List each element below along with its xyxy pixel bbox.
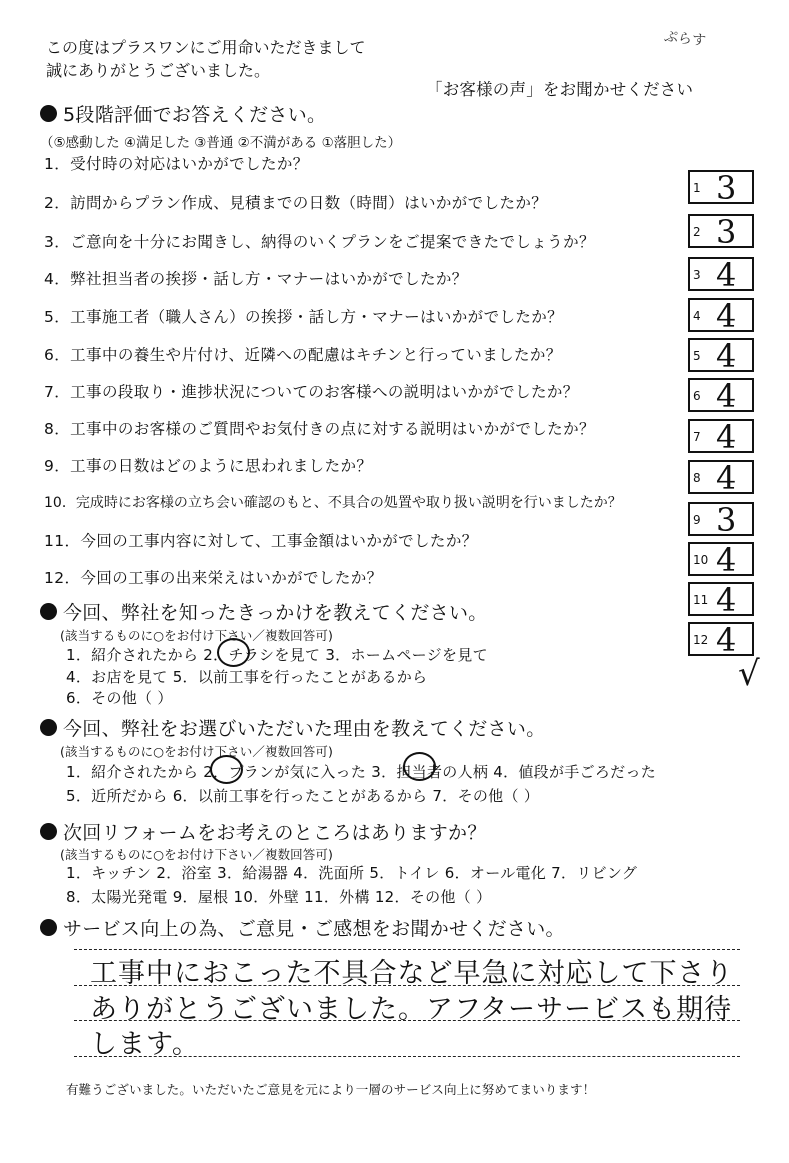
score-number: 6 [693,389,701,403]
reason-options-1: 1．紹介されたから 2．プランが気に入った 3．担当者の人柄 4．値段が手ごろだった [66,763,657,781]
score-number: 12 [693,633,709,647]
score-value: 4 [716,256,737,294]
handwritten-note: ぷらす [663,28,707,50]
bullet-icon [40,603,57,620]
question-7: 7．工事の段取り・進捗状況についてのお客様への説明はいかがでしたか？ [44,383,579,401]
score-value: 4 [716,418,737,456]
reform-note: (該当するものに○をお付け下さい／複数回答可) [60,847,333,862]
question-11: 11．今回の工事内容に対して、工事金額はいかがでしたか？ [44,532,478,550]
reason-options-2: 5．近所だから 6．以前工事を行ったことがあるから 7．その他（ ） [66,787,540,805]
score-box [688,581,754,619]
score-number: 9 [693,513,701,527]
score-box [688,541,754,579]
bullet-icon [40,105,57,122]
voice-title: 「お客様の声」をお聞かせください [426,80,694,99]
reason-heading-text: 今回、弊社をお選びいただいた理由を教えてください。 [63,718,546,740]
trigger-options-1: 1．紹介されたから 2．チラシを見て 3．ホームページを見て [66,646,488,664]
rating-heading [40,100,326,127]
trigger-heading-text: 今回、弊社を知ったきっかけを教えてください。 [63,602,488,624]
handwritten-comment-1: 工事中におこった不具合など早急に対応して下さり [90,958,734,989]
check-mark: √ [738,654,760,694]
selection-circle [217,638,250,667]
score-number: 4 [693,309,701,323]
score-number: 8 [693,471,701,485]
question-10: 10．完成時にお客様の立ち会い確認のもと、不具合の処置や取り扱い説明を行いましたか？ [44,495,622,511]
question-9: 9．工事の日数はどのように思われましたか？ [44,457,373,475]
score-number: 1 [693,181,701,195]
score-number: 11 [693,593,709,607]
score-box [688,297,754,335]
trigger-options-2: 4．お店を見て 5．以前工事を行ったことがあるから [66,668,428,686]
reform-options-2: 8．太陽光発電 9．屋根 10．外壁 11．外構 12．その他（ ） [66,888,492,906]
rating-heading-text: 5段階評価でお答えください。 [63,104,327,126]
question-1: 1．受付時の対応はいかがでしたか？ [44,155,309,173]
handwritten-comment-2: ありがとうございました。アフターサービスも期待 [90,994,733,1025]
footer-message: 有難うございました。いただいたご意見を元により一層のサービス向上に努めてまいります！ [66,1082,596,1097]
score-value: 4 [716,459,737,497]
intro-line-1: この度はプラスワンにご用命いただきまして [46,38,366,57]
question-12: 12．今回の工事の出来栄えはいかがでしたか？ [44,569,383,587]
score-box [688,256,754,294]
score-box [688,501,754,539]
score-value: 3 [716,213,737,251]
score-value: 3 [716,169,737,207]
score-value: 4 [716,621,737,659]
feedback-heading-text: サービス向上の為、ご意見・ご感想をお聞かせください。 [63,918,565,940]
bullet-icon [40,823,57,840]
feedback-heading [40,914,565,941]
score-box [688,377,754,415]
question-4: 4．弊社担当者の挨拶・話し方・マナーはいかがでしたか？ [44,270,468,288]
score-number: 10 [693,553,709,567]
trigger-options-3: 6．その他（ ） [66,689,173,707]
score-value: 4 [716,377,737,415]
trigger-note: (該当するものに○をお付け下さい／複数回答可) [60,628,333,643]
score-number: 3 [693,268,701,282]
reform-heading-text: 次回リフォームをお考えのところはありますか？ [63,822,487,844]
selection-circle [210,755,243,784]
reason-heading [40,714,546,741]
score-number: 5 [693,349,701,363]
score-number: 2 [693,225,701,239]
reform-heading [40,818,487,845]
score-value: 4 [716,297,737,335]
score-value: 4 [716,541,737,579]
score-box [688,621,754,659]
reason-note: (該当するものに○をお付け下さい／複数回答可) [60,744,333,759]
question-2: 2．訪問からプラン作成、見積までの日数（時間）はいかがでしたか？ [44,194,548,212]
score-value: 4 [716,581,737,619]
handwritten-comment-3: します。 [90,1029,200,1060]
reform-options-1: 1．キッチン 2．浴室 3．給湯器 4．洗面所 5．トイレ 6．オール電化 7．リビング [66,864,638,882]
rating-scale: （⑤感動した ④満足した ③普通 ②不満がある ①落胆した） [40,135,402,151]
score-value: 3 [716,501,737,539]
trigger-heading [40,598,488,625]
score-value: 4 [716,337,737,375]
question-3: 3．ご意向を十分にお聞きし、納得のいくプランをご提案できたでしょうか？ [44,233,595,251]
question-8: 8．工事中のお客様のご質問やお気付きの点に対する説明はいかがでしたか？ [44,420,595,438]
intro-line-2: 誠にありがとうございました。 [46,61,271,80]
bullet-icon [40,919,57,936]
score-number: 7 [693,430,701,444]
selection-circle [403,752,436,781]
score-box [688,337,754,375]
score-box [688,213,754,251]
score-box [688,418,754,456]
question-6: 6．工事中の養生や片付け、近隣への配慮はキチンと行っていましたか？ [44,346,562,364]
score-box [688,459,754,497]
answer-line [74,949,740,950]
question-5: 5．工事施工者（職人さん）の挨拶・話し方・マナーはいかがでしたか？ [44,308,564,326]
score-box [688,169,754,207]
bullet-icon [40,719,57,736]
